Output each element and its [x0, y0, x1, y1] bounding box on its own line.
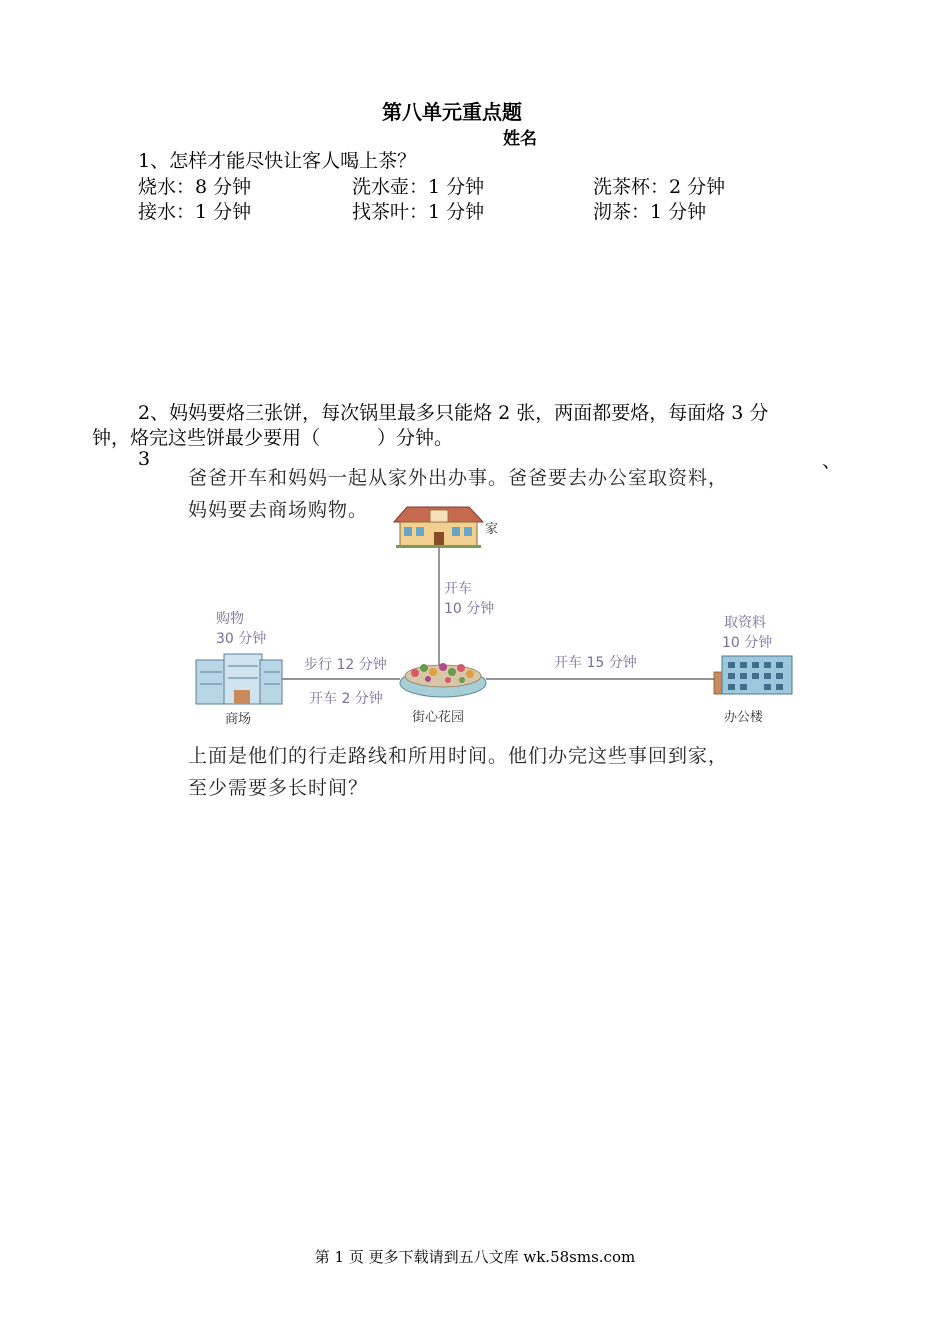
drive-route-mall-label: 开车 2 分钟 [309, 691, 383, 707]
question-3-mark: 、 [822, 450, 842, 472]
mall-icon [196, 654, 282, 704]
q1-item-find-tea: 找茶叶：1 分钟 [352, 201, 485, 223]
mall-label: 商场 [225, 712, 252, 727]
question-3-outro-line-1: 上面是他们的行走路线和所用时间。他们办完这些事回到家， [188, 745, 729, 767]
home-route-mode: 开车 [444, 581, 472, 597]
walk-route-label: 步行 12 分钟 [304, 657, 387, 673]
fetch-time-label: 10 分钟 [722, 635, 773, 651]
q1-item-brew-tea: 沏茶：1 分钟 [593, 201, 707, 223]
name-label: 姓名 [503, 129, 537, 149]
page-footer: 第 1 页 更多下载请到五八文库 wk.58sms.com [314, 1248, 636, 1266]
shopping-task-label: 购物 [216, 611, 244, 627]
garden-label: 街心花园 [412, 710, 465, 725]
home-route-time: 10 分钟 [444, 601, 495, 617]
office-label: 办公楼 [724, 710, 764, 725]
question-2-line-1: 2、妈妈要烙三张饼，每次锅里最多只能烙 2 张，两面都要烙，每面烙 3 分 [138, 402, 769, 424]
home-label: 家 [485, 522, 499, 537]
q1-item-wash-kettle: 洗水壶：1 分钟 [352, 176, 485, 198]
q1-item-fetch-water: 接水：1 分钟 [138, 201, 252, 223]
garden-icon [400, 663, 486, 697]
house-icon [394, 507, 483, 548]
question-3-intro-line-1: 爸爸开车和妈妈一起从家外出办事。爸爸要去办公室取资料， [188, 467, 729, 489]
question-1-prompt: 1、怎样才能尽快让客人喝上茶？ [138, 150, 417, 172]
question-2-line-2: 钟，烙完这些饼最少要用（ ）分钟。 [92, 427, 454, 449]
question-3-intro-line-2: 妈妈要去商场购物。 [188, 499, 369, 521]
question-3-outro-line-2: 至少需要多长时间？ [188, 777, 369, 799]
q1-item-boil-water: 烧水：8 分钟 [138, 176, 252, 198]
page-title: 第八单元重点题 [382, 100, 522, 124]
shopping-time-label: 30 分钟 [216, 631, 267, 647]
office-building-icon [714, 656, 792, 694]
fetch-task-label: 取资料 [724, 615, 766, 631]
q1-item-wash-cups: 洗茶杯：2 分钟 [593, 176, 726, 198]
drive-route-office-label: 开车 15 分钟 [554, 655, 637, 671]
question-3-number: 3 [138, 448, 151, 470]
